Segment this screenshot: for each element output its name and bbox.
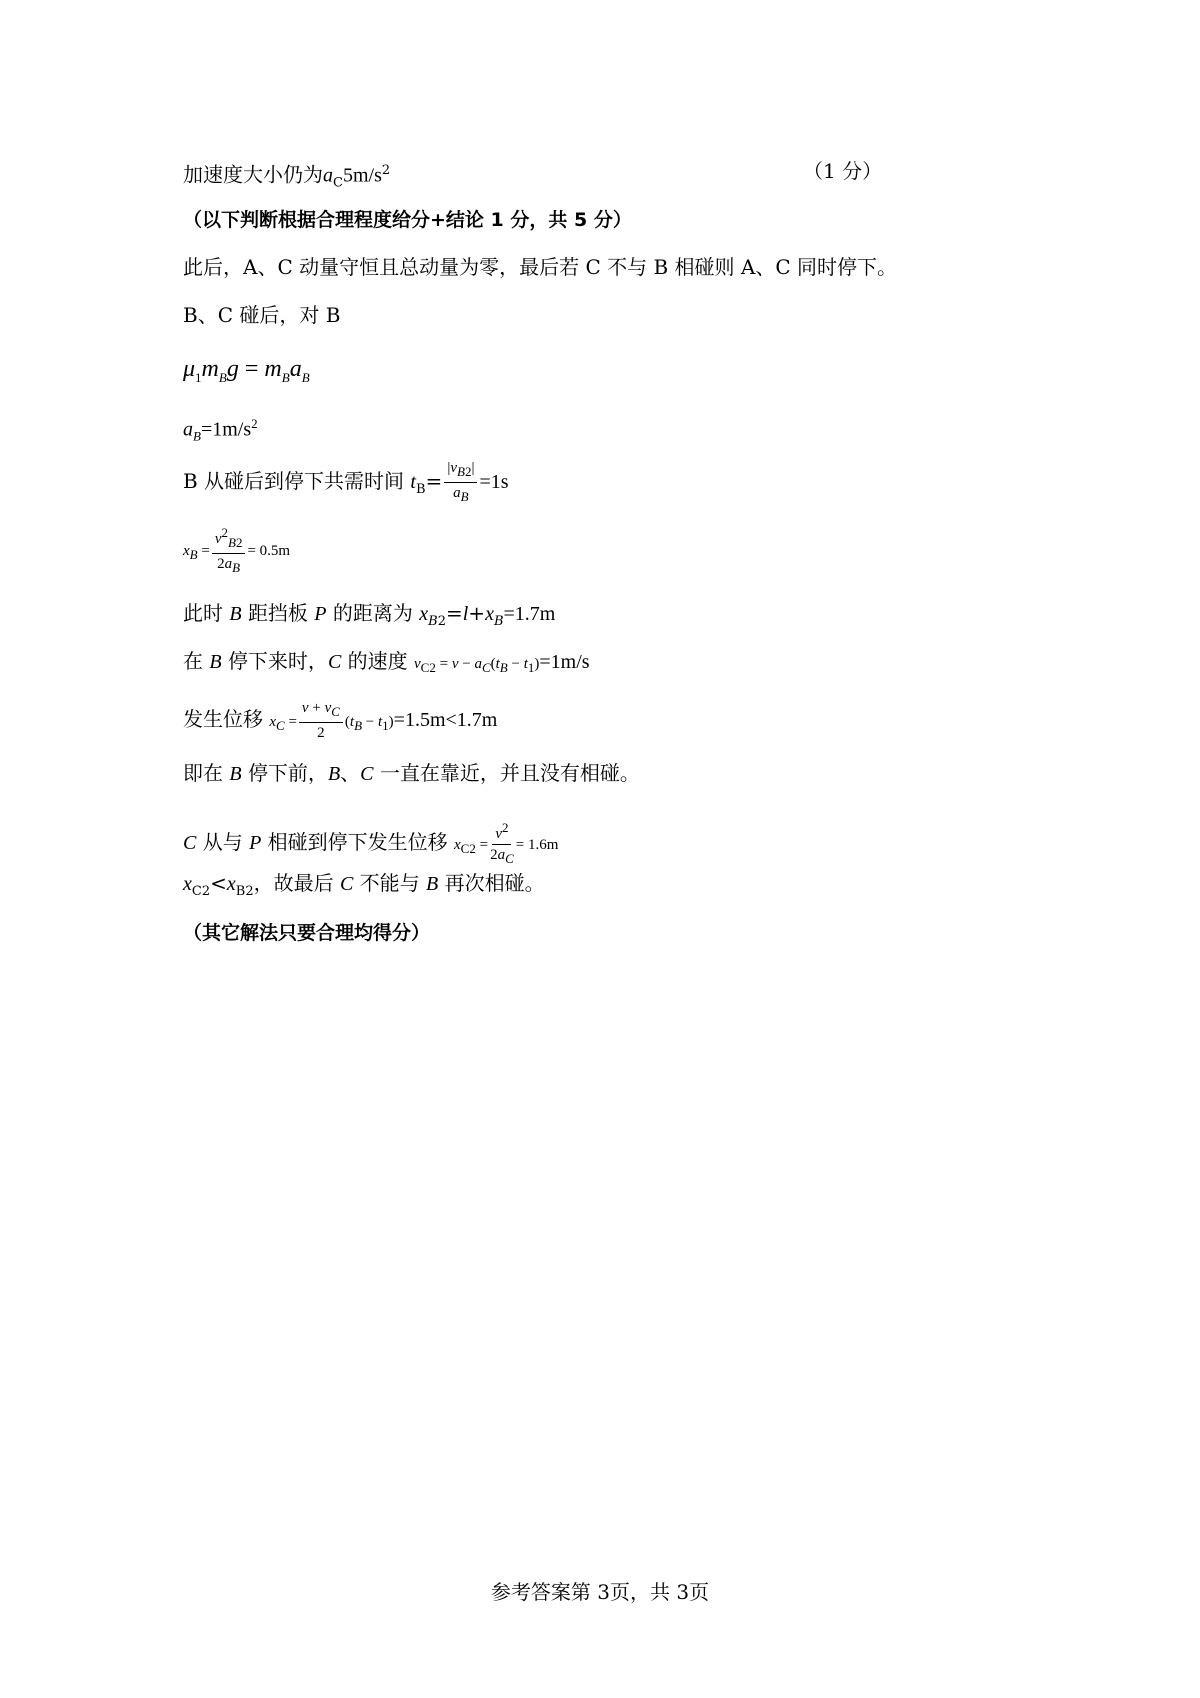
momentum-statement: 此后，A、C 动量守恒且总动量为零，最后若 C 不与 B 相碰则 A、C 同时停下。 — [183, 255, 897, 279]
displacement-c-line: 发生位移 $x_C$ = $\frac{v + v_C}{2}$ $(t_B - t_1)=1.5m<1.7m$ — [183, 700, 498, 741]
alternative-note: （其它解法只要合理均得分） — [183, 922, 431, 944]
time-b-value: =1s — [479, 471, 509, 493]
conclusion-line: $x_{C2}<x_{B2}$，故最后 C 不能与 B 再次相碰。 — [183, 871, 545, 899]
after-collision-heading: B、C 碰后，对 B — [183, 303, 341, 327]
displacement-c2-fraction: $\frac{v^2}{2a_C}$ — [490, 820, 514, 866]
score-1: （1 分） — [803, 159, 883, 183]
acceleration-value: 5m/s — [342, 164, 382, 187]
time-b-text: B 从碰后到停下共需时间 — [183, 469, 405, 493]
time-b-line: B 从碰后到停下共需时间 $t_B=$ $\frac{|v_{B2}|}{a_B}$ =1s — [183, 458, 509, 507]
acceleration-b: $a_B=1m/s^2$ — [183, 416, 258, 444]
displacement-b-line: $x_B$ = $\frac{v^2_{B2}}{2a_B}$ = 0.5m — [183, 523, 290, 578]
displacement-c-value: =1.5m<1.7m — [393, 709, 498, 731]
velocity-c-value: =1m/s — [539, 651, 590, 673]
displacement-c-fraction: $\frac{v + v_C}{2}$ — [299, 698, 343, 743]
line-acceleration: 加速度大小仍为$a_C5m/s^2$ （1 分） — [183, 159, 883, 191]
displacement-c2-line: C 从与 P 相碰到停下发生位移 $x_{C2}$ = $\frac{v^2}{2a_C}$ = 1.6m — [183, 818, 558, 869]
displacement-c2-value: = 1.6m — [515, 837, 559, 853]
displacement-b-value: = 0.5m — [247, 543, 291, 560]
acceleration-text: 加速度大小仍为 — [183, 162, 323, 187]
grading-note: （以下判断根据合理程度给分+结论 1 分，共 5 分） — [183, 209, 632, 231]
distance-value: =1.7m — [503, 603, 556, 625]
acceleration-b-value: =1m/s — [200, 418, 252, 441]
velocity-c-line: 在 B 停下来时，C 的速度 $v_{C2} = v - a_C(t_B - t_1)=1m/s$ — [183, 649, 590, 675]
displacement-b-fraction: $\frac{v^2_{B2}}{2a_B}$ — [212, 523, 246, 578]
approach-statement: 即在 B 停下前，B、C 一直在靠近，并且没有相碰。 — [183, 761, 640, 785]
distance-line: 此时 B 距挡板 P 的距离为 $x_{B2}=l+x_B=1.7m$ — [183, 601, 556, 629]
page-footer: 参考答案第 3页，共 3页 — [490, 1580, 710, 1604]
time-b-fraction: $\frac{|v_{B2}|}{a_B}$ — [444, 458, 477, 507]
friction-equation: $\mu_1m_Bg = m_Ba_B$ — [183, 356, 310, 385]
